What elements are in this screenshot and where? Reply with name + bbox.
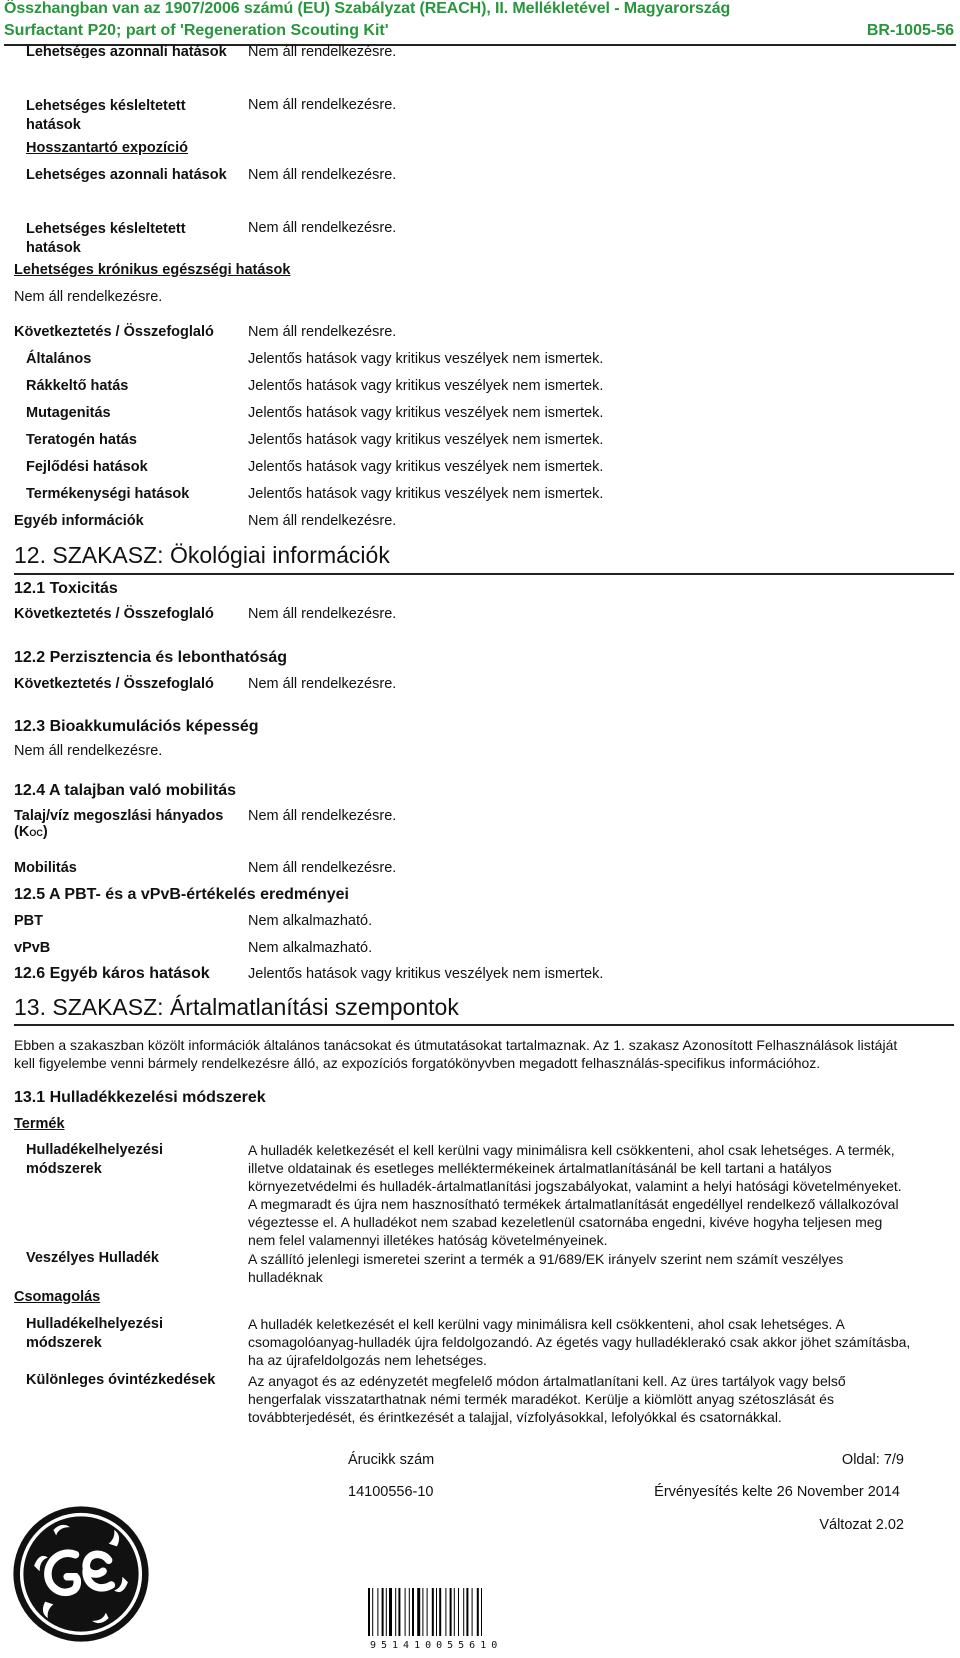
- barcode: [368, 1588, 530, 1636]
- packaging-disposal-text: A hulladék keletkezését el kell kerülni vagy minimálisra kell csökkenteni, ahol csak lehetséges. A csomagolóanyag-hulladék újra feldolgozandó. Az égetés vagy hulladéklerakó csak akkor jöhet számításba, ha az újrafeldolgozás nem lehetséges.: [248, 1316, 911, 1368]
- validity-date: Érvényesítés kelte 26 November 2014: [654, 1484, 900, 1500]
- disposal-methods-label: Hulladékelhelyezési módszerek: [26, 1142, 164, 1177]
- other-info-value: Nem áll rendelkezésre.: [248, 513, 397, 529]
- product-heading: Termék: [14, 1116, 65, 1132]
- section-13-title: 13. SZAKASZ: Ártalmatlanítási szempontok: [14, 994, 459, 1020]
- item-number: 14100556-10: [348, 1484, 434, 1500]
- carcinogenicity-value: Jelentős hatások vagy kritikus veszélyek nem ismertek.: [248, 378, 604, 394]
- header-product-line: Surfactant P20; part of 'Regeneration Scouting Kit': [4, 22, 389, 39]
- persistence-heading: 12.2 Perzisztencia és lebonthatóság: [14, 649, 287, 666]
- version: Változat 2.02: [819, 1517, 904, 1533]
- section-12-title: 12. SZAKASZ: Ökológiai információk: [14, 542, 390, 568]
- immediate-effects-label: Lehetséges azonnali hatások: [26, 44, 227, 58]
- koc-value: Nem áll rendelkezésre.: [248, 808, 397, 824]
- barcode-digits: 951410055610: [370, 1640, 503, 1651]
- bioaccumulation-heading: 12.3 Bioakkumulációs képesség: [14, 718, 259, 735]
- delayed-effects-value: Nem áll rendelkezésre.: [248, 97, 397, 113]
- carcinogenicity-label: Rákkeltő hatás: [26, 378, 129, 394]
- mobility-value: Nem áll rendelkezésre.: [248, 860, 397, 876]
- delayed-effects-value-2: Nem áll rendelkezésre.: [248, 220, 397, 236]
- koc-label-text: Talaj/víz megoszlási hányados: [14, 808, 224, 824]
- health-conclusion-label: Következtetés / Összefoglaló: [14, 324, 214, 340]
- chronic-effects-heading: Lehetséges krónikus egészségi hatások: [14, 262, 291, 278]
- bioaccumulation-value: Nem áll rendelkezésre.: [14, 743, 163, 759]
- mobility-heading: 12.4 A talajban való mobilitás: [14, 782, 236, 799]
- toxicity-conclusion-label: Következtetés / Összefoglaló: [14, 606, 214, 622]
- section-13-intro: Ebben a szakaszban közölt információk általános tanácsokat és útmutatásokat tartalmaznak. Az 1. szakasz Azonosított Felhasználások listáját kell figyelembe venni bármely rendelkezésre álló, az expozíciós forgatókönyvben megadott felhasználás-specifikus információhoz.: [14, 1037, 898, 1071]
- section-12-divider: [14, 573, 954, 575]
- general-label: Általános: [26, 351, 92, 367]
- pbt-label: PBT: [14, 913, 43, 929]
- disposal-methods-text: A hulladék keletkezését el kell kerülni vagy minimálisra kell csökkenteni, ahol csak lehetséges. A termék, illetve oldatainak és esetleges melléktermékeinek ártalmatlanításánál be kell tartani a hatályos környezetvédelmi és hulladék-ártalmatlanítási jogszabályokat, valamint a helyi hatósági követelményeket. A megmaradt és újra nem hasznosítható termékek ártalmatlanítását engedéllyel rendelkező vállalkozóval végeztesse el. A hulladékot nem szabad kezeletlenül csatornába engedni, kivéve hogyha teljesen meg nem felel valamennyi illetékes hatóság követelményeinek.: [248, 1142, 902, 1248]
- pbt-heading: 12.5 A PBT- és a vPvB-értékelés eredményei: [14, 886, 349, 903]
- health-conclusion-value: Nem áll rendelkezésre.: [248, 324, 397, 340]
- developmental-effects-value: Jelentős hatások vagy kritikus veszélyek nem ismertek.: [248, 459, 604, 475]
- koc-label: [14, 808, 223, 840]
- teratogenicity-label: Teratogén hatás: [26, 432, 137, 448]
- special-precautions-text: Az anyagot és az edényzetét megfelelő módon ártalmatlanítani kell. Az üres tartályok vagy belső hengerfalak visszatarthatnak némi termék maradékot. Kerülje a kiömlött anyag szétoszlását és továbbterjedését, és érintkezését a talajjal, vízfolyásokkal, lefolyókkal és csatornákkal.: [248, 1373, 846, 1425]
- mobility-label: Mobilitás: [14, 860, 77, 876]
- other-adverse-heading: 12.6 Egyéb káros hatások: [14, 965, 210, 982]
- chronic-effects-value: Nem áll rendelkezésre.: [14, 289, 163, 305]
- koc-label-subscript: OC: [29, 828, 43, 838]
- mutagenicity-value: Jelentős hatások vagy kritikus veszélyek nem ismertek.: [248, 405, 604, 421]
- page-number: Oldal: 7/9: [841, 1452, 904, 1468]
- immediate-effects-label-2: Lehetséges azonnali hatások: [26, 167, 227, 183]
- koc-label-prefix: (K: [14, 824, 30, 840]
- teratogenicity-value: Jelentős hatások vagy kritikus veszélyek nem ismertek.: [248, 432, 604, 448]
- header-regulation-line: Összhangban van az 1907/2006 számú (EU) Szabályzat (REACH), II. Mellékletével - Magyarország: [4, 0, 731, 17]
- delayed-effects-label: Lehetséges késleltetett hatások: [26, 98, 186, 133]
- vpvb-label: vPvB: [14, 940, 51, 956]
- special-precautions-label: Különleges óvintézkedések: [26, 1372, 216, 1388]
- hazardous-waste-text: A szállító jelenlegi ismeretei szerint a termék a 91/689/EK irányelv szerint nem számít veszélyes hulladéknak: [248, 1251, 844, 1285]
- header-document-code: BR-1005-56: [866, 22, 954, 39]
- general-value: Jelentős hatások vagy kritikus veszélyek nem ismertek.: [248, 351, 604, 367]
- immediate-effects-value: Nem áll rendelkezésre.: [248, 44, 397, 58]
- pbt-value: Nem alkalmazható.: [248, 913, 373, 929]
- section-13-divider: [14, 1024, 954, 1026]
- other-info-label: Egyéb információk: [14, 513, 144, 529]
- packaging-heading: Csomagolás: [14, 1289, 101, 1305]
- hazardous-waste-label: Veszélyes Hulladék: [26, 1250, 159, 1266]
- persistence-conclusion-value: Nem áll rendelkezésre.: [248, 676, 397, 692]
- koc-label-suffix: ): [42, 824, 48, 840]
- waste-methods-heading: 13.1 Hulladékkezelési módszerek: [14, 1089, 266, 1106]
- packaging-disposal-label: Hulladékelhelyezési módszerek: [26, 1316, 164, 1351]
- long-term-exposure-heading: Hosszantartó expozíció: [26, 140, 188, 156]
- fertility-effects-value: Jelentős hatások vagy kritikus veszélyek nem ismertek.: [248, 486, 604, 502]
- immediate-effects-value-2: Nem áll rendelkezésre.: [248, 167, 397, 183]
- other-adverse-value: Jelentős hatások vagy kritikus veszélyek nem ismertek.: [248, 966, 604, 982]
- item-number-label: Árucikk szám: [348, 1452, 435, 1468]
- vpvb-value: Nem alkalmazható.: [248, 940, 373, 956]
- fertility-effects-label: Termékenységi hatások: [26, 486, 190, 502]
- persistence-conclusion-label: Következtetés / Összefoglaló: [14, 676, 214, 692]
- mutagenicity-label: Mutagenitás: [26, 405, 111, 421]
- toxicity-heading: 12.1 Toxicitás: [14, 580, 118, 597]
- delayed-effects-label-2: Lehetséges késleltetett hatások: [26, 221, 186, 256]
- developmental-effects-label: Fejlődési hatások: [26, 459, 148, 475]
- toxicity-conclusion-value: Nem áll rendelkezésre.: [248, 606, 397, 622]
- ge-logo: [12, 1505, 150, 1643]
